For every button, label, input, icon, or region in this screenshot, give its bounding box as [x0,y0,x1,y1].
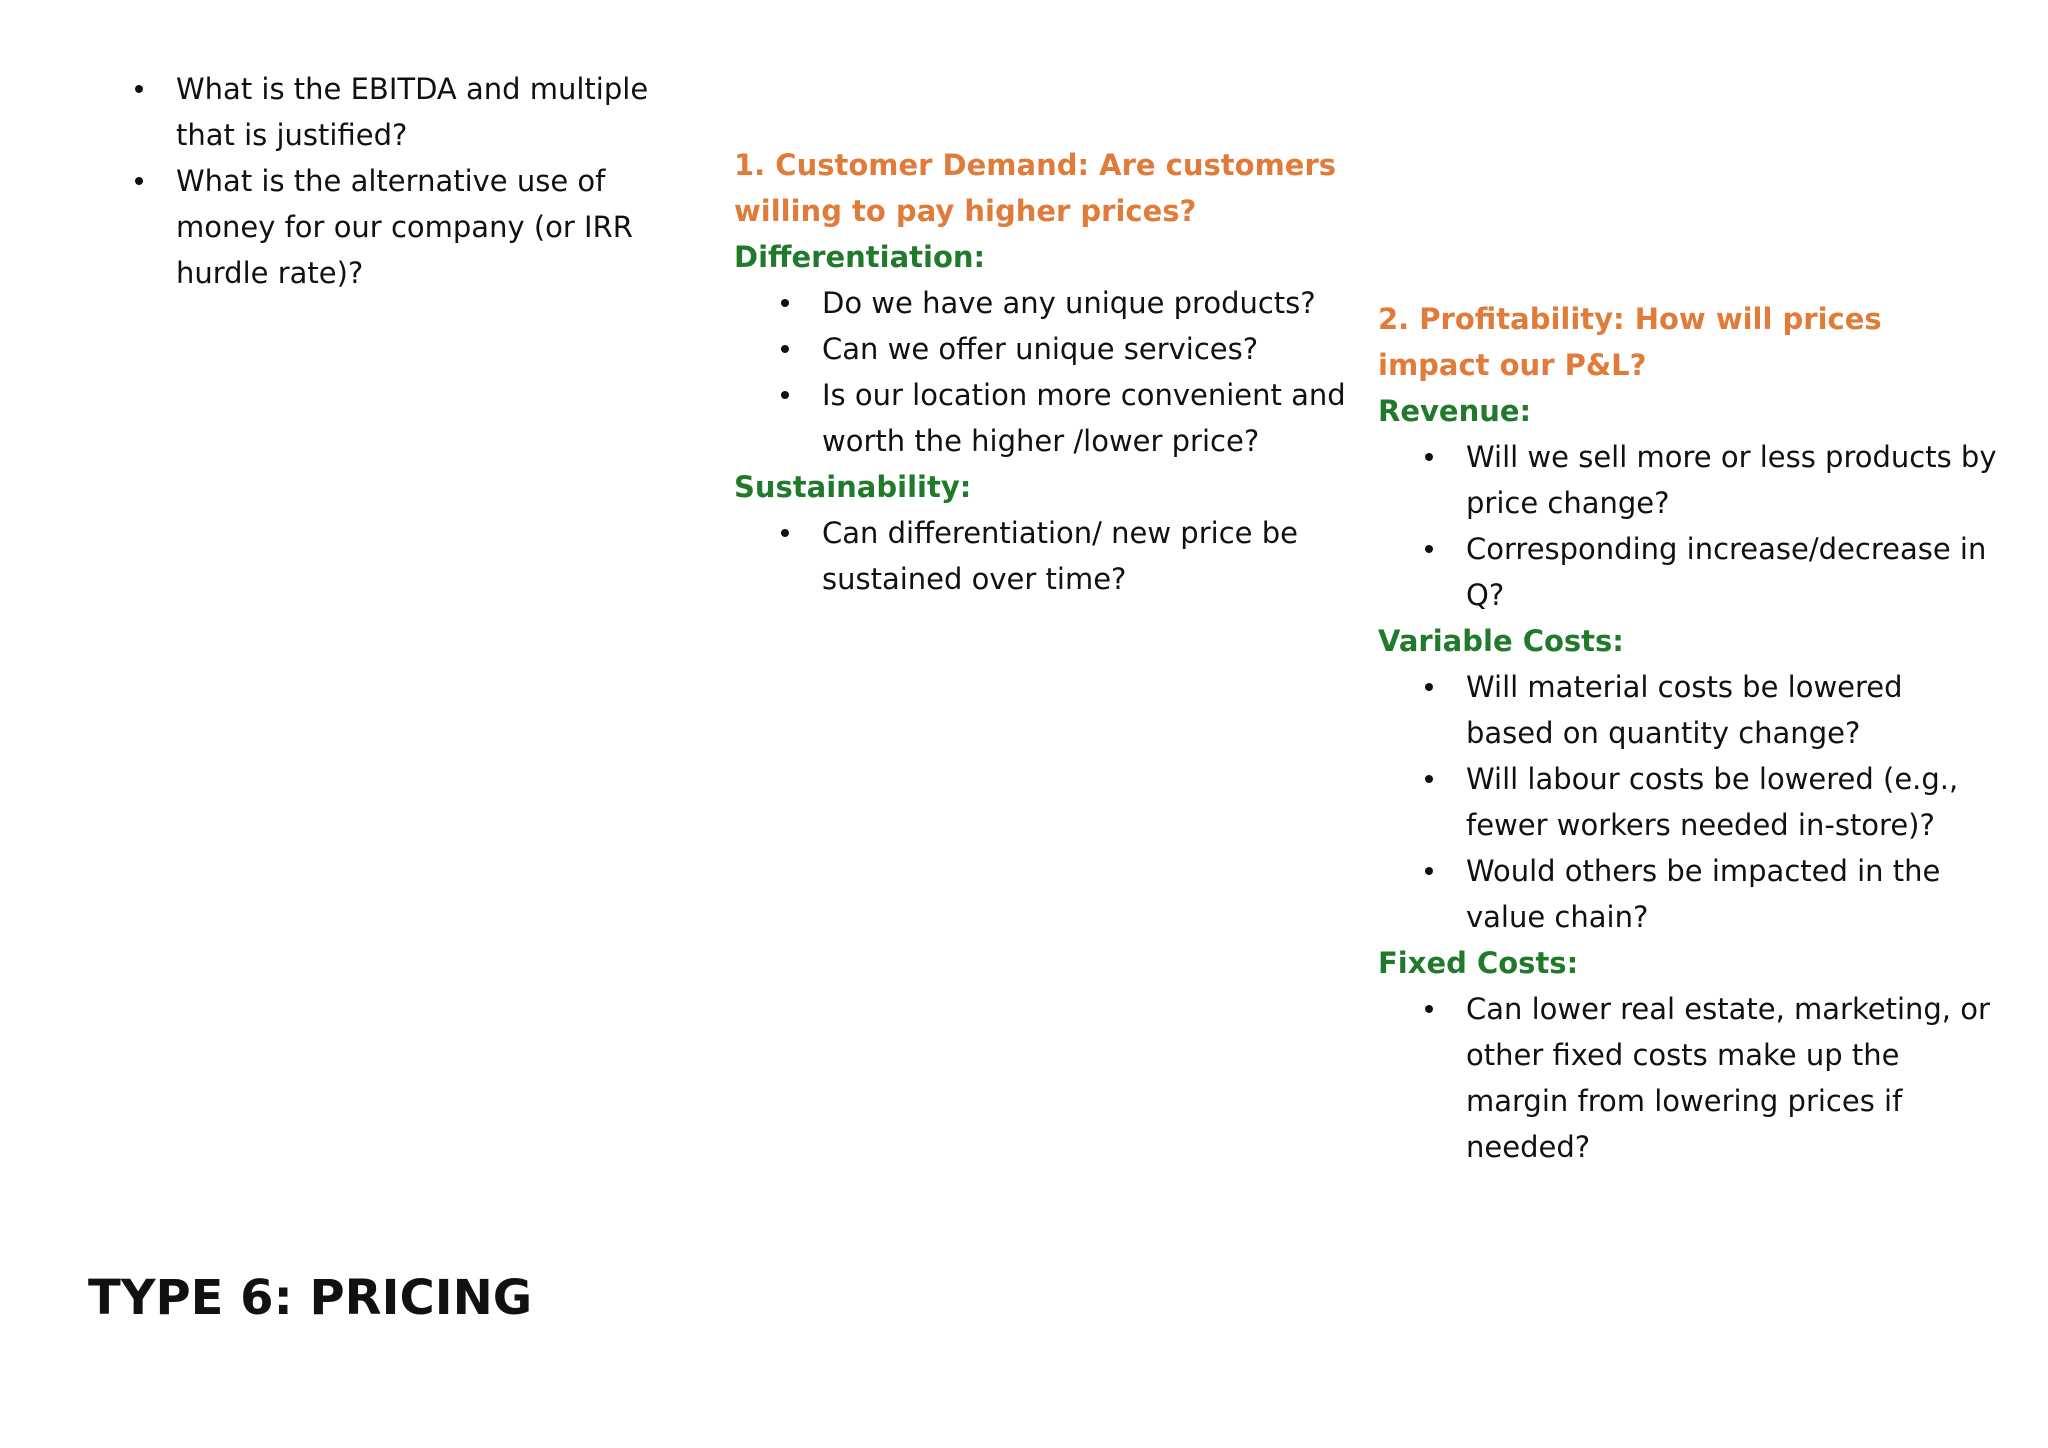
list-item: Will material costs be lowered based on quantity change? [1378,664,1998,756]
revenue-heading: Revenue: [1378,394,1532,428]
list-item: Can we offer unique services? [734,326,1354,372]
fixed-costs-heading: Fixed Costs: [1378,946,1579,980]
revenue-list [1378,434,1998,618]
list-item: Can lower real estate, marketing, or other fixed costs make up the margin from lowering prices if needed? [1378,986,1998,1170]
differentiation-heading: Differentiation: [734,240,986,274]
profitability-heading: 2. Profitability: How will prices impact our P&L? [1378,302,1882,382]
list-item: Would others be impacted in the value chain? [1378,848,1998,940]
left-column [88,66,698,296]
sustainability-list [734,510,1354,602]
variable-costs-heading: Variable Costs: [1378,624,1624,658]
list-item: Is our location more convenient and worth the higher /lower price? [734,372,1354,464]
differentiation-list [734,280,1354,464]
left-bullet-list [88,66,698,296]
list-item: Will we sell more or less products by price change? [1378,434,1998,526]
fixed-costs-list [1378,986,1998,1170]
list-item: What is the EBITDA and multiple that is justified? [88,66,698,158]
variable-costs-list [1378,664,1998,940]
sustainability-heading: Sustainability: [734,470,972,504]
customer-demand-heading: 1. Customer Demand: Are customers willing to pay higher prices? [734,148,1337,228]
profitability-column [1378,296,1998,1170]
customer-demand-column [734,142,1354,602]
list-item: Will labour costs be lowered (e.g., fewer workers needed in-store)? [1378,756,1998,848]
list-item: What is the alternative use of money for our company (or IRR hurdle rate)? [88,158,698,296]
list-item: Can differentiation/ new price be sustained over time? [734,510,1354,602]
list-item: Corresponding increase/decrease in Q? [1378,526,1998,618]
list-item: Do we have any unique products? [734,280,1354,326]
page-title: TYPE 6: PRICING [88,1270,533,1326]
